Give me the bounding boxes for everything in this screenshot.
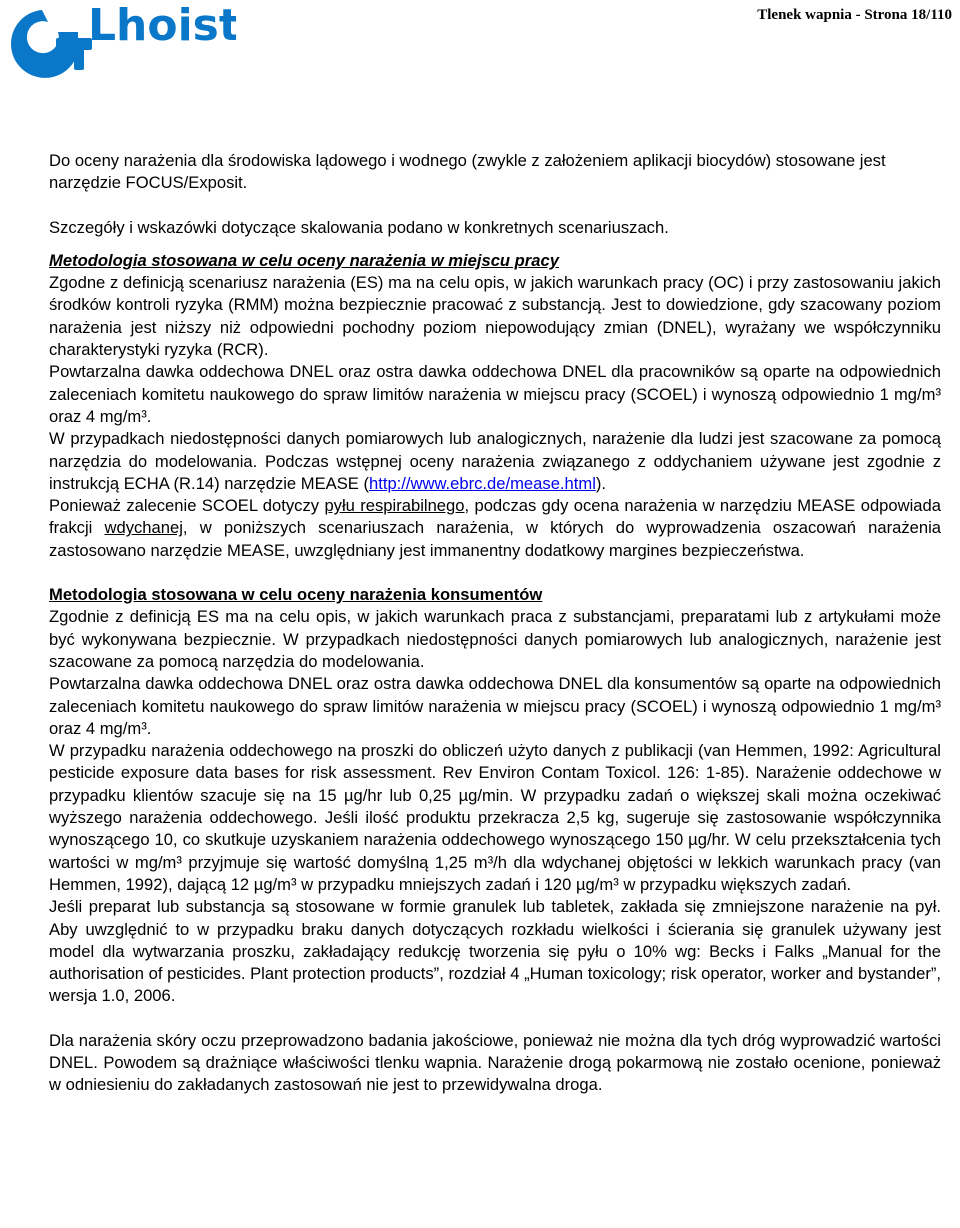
workplace-heading: Metodologia stosowana w celu oceny narażenia w miejscu pracy: [49, 250, 559, 270]
workplace-paragraph-3: W przypadkach niedostępności danych pomiarowych lub analogicznych, narażenie dla ludzi jest szacowane za pomocą narzędzia do modelowania. Podczas wstępnej oceny narażenia związanego z oddychaniem używane jest zgodnie z instrukcją ECHA (R.14) narzędzie MEASE (http://www.ebrc.de/mease.html).: [49, 429, 941, 493]
workplace-paragraph-4: Ponieważ zalecenie SCOEL dotyczy pyłu respirabilnego, podczas gdy ocena narażenia w narzędziu MEASE odpowiada frakcji wdychanej, w poniższych scenariuszach narażenia, w których do wyprowadzenia oszacowań narażenia zastosowano narzędzie MEASE, uwzględniany jest immanentny dodatkowy margines bezpieczeństwa.: [49, 496, 941, 560]
consumer-paragraph-1: Zgodnie z definicją ES ma na celu opis, w jakich warunkach praca z substancjami, preparatami lub z artykułami może być wykonywana bezpiecznie. W przypadkach niedostępności danych pomiarowych lub analogicznych, narażenie jest szacowane za pomocą narzędzia do modelowania.: [49, 607, 941, 671]
document-body: [49, 150, 941, 1097]
lhoist-logo-text: Lhoist: [88, 2, 236, 51]
consumer-paragraph-2: Powtarzalna dawka oddechowa DNEL oraz ostra dawka oddechowa DNEL dla konsumentów są oparte na odpowiednich zaleceniach komitetu naukowego do spraw limitów narażenia w miejscu pracy (SCOEL) i wynoszą odpowiednio 1 mg/m³ oraz 4 mg/m³.: [49, 674, 941, 738]
workplace-paragraph-1: Zgodne z definicją scenariusz narażenia (ES) ma na celu opis, w jakich warunkach pracy (OC) i przy zastosowaniu jakich środków kontroli ryzyka (RMM) można bezpiecznie pracować z substancją. Jest to dowiedzione, gdy szacowany poziom narażenia jest niższy niż odpowiedni pochodny poziom niepowodujący zmian (DNEL), wyrażany we współczynniku charakterystyki ryzyka (RCR).: [49, 273, 941, 360]
lhoist-logo: [4, 2, 236, 86]
page-label: Tlenek wapnia - Strona 18/110: [757, 7, 952, 23]
mease-link[interactable]: http://www.ebrc.de/mease.html: [369, 473, 596, 493]
intro-paragraph-1: Do oceny narażenia dla środowiska lądowego i wodnego (zwykle z założeniem aplikacji biocydów) stosowane jest narzędzie FOCUS/Exposit.: [49, 151, 886, 193]
intro-paragraph-2: Szczegóły i wskazówki dotyczące skalowania podano w konkretnych scenariuszach.: [49, 217, 669, 237]
consumer-paragraph-3: W przypadku narażenia oddechowego na proszki do obliczeń użyto danych z publikacji (van Hemmen, 1992: Agricultural pesticide exposure data bases for risk assessment. Rev Environ Contam Toxicol. 126: 1-85). Narażenie oddechowe w przypadku klientów szacuje się na 15 µg/hr lub 0,25 µg/min. W przypadku zadań o większej skali można oczekiwać wyższego narażenia oddechowego. Jeśli ilość produktu przekracza 2,5 kg, sugeruje się zastosowanie współczynnika wynoszącego 10, co skutkuje uzyskaniem narażenia oddechowego wynoszącego 150 µg/hr. W celu przekształcenia tych wartości w mg/m³ przyjmuje się wartość domyślną 1,25 m³/h dla wdychanej objętości w lekkich warunkach pracy (van Hemmen, 1992), dającą 12 µg/m³ w przypadku mniejszych zadań i 120 µg/m³ w przypadku większych zadań.: [49, 741, 941, 894]
consumer-heading: Metodologia stosowana w celu oceny narażenia konsumentów: [49, 585, 543, 605]
consumer-paragraph-4: Jeśli preparat lub substancja są stosowane w formie granulek lub tabletek, zakłada się zmniejszone narażenie na pył. Aby uwzględnić to w przypadku braku danych dotyczących rozkładu wielkości i ścierania się granulek używany jest model dla wytwarzania proszku, zakładający redukcję tworzenia się pyłu o 10% wg: Becks i Falks „Manual for the authorisation of pesticides. Plant protection products”, rozdział 4 „Human toxicology; risk operator, worker and bystander”, wersja 1.0, 2006.: [49, 897, 941, 1006]
consumer-paragraph-5: Dla narażenia skóry oczu przeprowadzono badania jakościowe, ponieważ nie można dla tych dróg wyprowadzić wartości DNEL. Powodem są drażniące właściwości tlenku wapnia. Narażenie drogą pokarmową nie zostało ocenione, ponieważ w odniesieniu do zakładanych zastosowań nie jest to przewidywalna droga.: [49, 1030, 941, 1095]
lhoist-logo-mark: [4, 2, 236, 86]
workplace-paragraph-2: Powtarzalna dawka oddechowa DNEL oraz ostra dawka oddechowa DNEL dla pracowników są oparte na odpowiednich zaleceniach komitetu naukowego do spraw limitów narażenia w miejscu pracy (SCOEL) i wynoszą odpowiednio 1 mg/m³ oraz 4 mg/m³.: [49, 362, 941, 426]
